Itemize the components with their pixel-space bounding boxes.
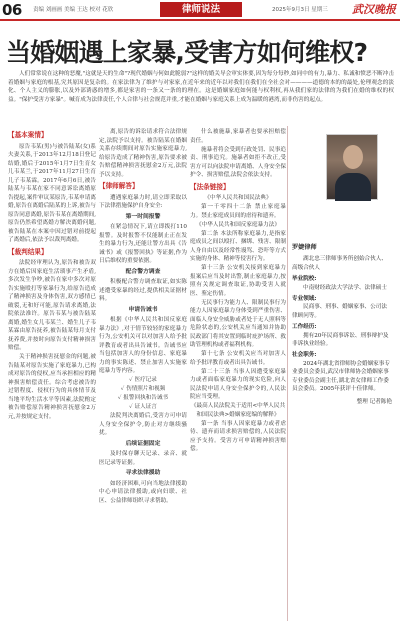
- law-title: 《最高人民法院关于适用<中华人民共和国民法典>婚姻家庭编的解释》: [190, 403, 286, 418]
- article-intro: 人们常常说在这种的恶魔,"这就是天的生命"?现代婚姻与何如此脆弱?"这样的婚关导会审实体要,因为每分每秒,如同中的有力,暴力、私诚和愤恶不断冲击着婚姻与家庭的根基,究其原因是复杂的。在家法律为了维护与对家家,在近年来的近年以对我们在我们在全社会对————道德的本的的最处,伦理观念的淡化、个人主义的膨胀,以及外部诱惑的增多,都是家害的一条又一条的的理在。这是婚姻家庭如何能与权利权,再从我们家的法律的为我们在婚的维权的权益。"保护受害方家暴"。喊育成为法律责任,个人合律与社会规范并重,才能在婚姻与家庭关系上成为温暖的港湾,而非伤害的起点。: [8, 71, 394, 103]
- article-column-2: [99, 128, 187, 506]
- column-divider: [287, 126, 288, 621]
- honor-text: 2024年湖北省律师协会婚姻家事专业委员会委员,武汉市律师协会婚姻家事专业委员会副主任,湖北省女律师工作委员会委员。2005年获评十佳律师。: [292, 360, 390, 393]
- paragraph: 第十三条 公安机关接到家庭暴力报案后应当及时出警,制止家庭暴力,按照有关规定调查取证,协助受害人就医、鉴定伤情。: [190, 265, 286, 297]
- paragraph: 无民事行为能力人、限制民事行为能力人因家庭暴力身体受到严重伤害、面临人身安全威胁或者处于无人照料等危险状态的,公安机关应当通知并协助民政部门将其安置到临时庇护场所、救助管理机构或者福利机构。: [190, 299, 286, 348]
- checklist-item: ✓ 证人证言: [129, 404, 157, 410]
- paragraph: 及时保存聊天记录、录音、就医记录等证据。: [99, 451, 187, 466]
- lawyer-org: 湖北忠三律师事务所创始合伙人、高级合伙人: [292, 256, 387, 271]
- sub-heading: 配合警方调查: [125, 268, 161, 275]
- paragraph: 关于精神损害抚慰金的问题,被告陆某对原告实施了家庭暴力,已构成对原告的侵权,应当承担相应的精神损害赔偿责任。综合考虑被告的过错程度、侵权行为的具体情节及当地平均生活水平等因素,法院酌定被告赔偿原告精神损害抚慰金2万元,并按规定支付。: [8, 354, 96, 420]
- law-title: 《中华人民共和国反家庭暴力法》: [196, 221, 280, 228]
- section-heading: 【基本案情】: [8, 131, 48, 139]
- sub-heading: 后续证据固定: [125, 440, 161, 447]
- section-heading: 【裁判结果】: [8, 247, 48, 256]
- paragraph: 法院判决离婚后,受害方可申请人身安全保护令,防止对方继续骚扰。: [99, 413, 187, 436]
- sub-heading: 申请告诫书: [128, 306, 158, 313]
- field-text: 民商事、刑事、婚姻家事、公司法律顾问等。: [292, 304, 387, 319]
- lawyer-name: 罗婕律师: [292, 244, 317, 251]
- work-label: 工作经历:: [292, 324, 317, 331]
- sub-heading: 寻求法律援助: [125, 470, 161, 476]
- paragraph: 施暴者将会受到行政处罚、民事追责、刑事追究。施暴者如拒不改正,受害方可以向法院申请离婚、人身安全保护令、损害赔偿,法院会依法支持。: [190, 146, 286, 178]
- paragraph: 积极配合警方调查取证,如实陈述遭受家暴的经过,提供相关证据材料。: [99, 279, 187, 302]
- section-heading: 【律师解答】: [99, 182, 139, 190]
- work-text: 拥有20年民商事诉讼、刑事辩护及非诉执业经验。: [292, 332, 389, 348]
- issue-date: 2025年9月3日 星期三: [272, 7, 328, 13]
- page-number: 06: [2, 1, 22, 19]
- paragraph: 在紧急情况下,请立即拨打110报警。及时报警不仅能制止正在发生的暴力行为,还能让警方出具《告诫书》或《报警回执》等证据,作为日后维权的重要依据。: [99, 224, 187, 264]
- paragraph: 第十七条 公安机关应当对加害人给予批评教育或者出具告诫书。: [190, 351, 286, 366]
- education-label: 毕业院校:: [292, 276, 317, 283]
- checklist-item: ✓ 医疗记录: [129, 377, 157, 383]
- paragraph: 法院经审理认为,原告和被告双方在婚后因家庭生活琐事产生矛盾,多次发生争吵,被告在家中多次对原告实施殴打等家暴行为,给原告造成了精神损害及身体伤害,双方感情已破裂,无和好可能,原告请求离婚,法院依法准许。原告韦某与被告陆某离婚,婚生女儿韦某兰、婚生儿子韦某霖由原告抚养,被告陆某每月支付抚养费,并按时向原告支付精神损害赔偿。: [8, 260, 96, 351]
- paragraph: 什么被施暴,家暴者也要承担赔偿责任。: [190, 129, 286, 144]
- paragraph: 如经济困难,可向当地法律援助中心申请法律援助,或向妇联、社区、公益律师组织寻求帮助。: [99, 480, 187, 504]
- article-column-1: [8, 128, 96, 422]
- article-headline: 当婚姻遇上家暴,受害方如何维权?: [6, 38, 368, 67]
- sub-heading: 第一时间报警: [125, 213, 161, 220]
- editor-credits: 责编 刘画画 美编 王达 校对 花欣: [33, 7, 114, 13]
- paragraph: 遭遇家庭暴力时,请立即采取以下法律措施保护自身安全:: [99, 194, 187, 209]
- checklist-item: ✓ 伤情照片和视频: [120, 386, 166, 392]
- field-label: 专业领域:: [292, 296, 317, 303]
- paragraph: 第一千零四十二条 禁止家庭暴力。禁止家庭成员间的虐待和遗弃。: [190, 204, 286, 219]
- header-divider: [0, 19, 400, 21]
- paragraph: 第二十三条 当事人因遭受家庭暴力或者面临家庭暴力的现实危险,向人民法院申请人身安全保护令的,人民法院应当受理。: [190, 368, 286, 400]
- editor-signature: 整理 记者陈艳: [356, 398, 392, 405]
- paragraph: 根据《中华人民共和国反家庭暴力法》,对于情节较轻的家庭暴力行为,公安机关可以对加害人给予批评教育或者出具告诫书。告诫书应当包括加害人的身份信息、家庭暴力的事实陈述、禁止加害人实施家庭暴力等内容。: [99, 317, 187, 374]
- checklist-item: ✓ 报警回执和告诫书: [117, 395, 169, 401]
- section-heading: 【法条链接】: [190, 182, 230, 191]
- honor-label: 社会职务:: [292, 352, 317, 359]
- paragraph: 第二条 本法所称家庭暴力,是指家庭成员之间以殴打、捆绑、残害、限制人身自由以及经常性谩骂、恐吓等方式实施的身体、精神等侵害行为。: [190, 230, 286, 262]
- article-column-3: [190, 128, 286, 454]
- paragraph: 离,原告的诉讼请求符合法律规定,法院予以支持。被告陆某在婚姻关系存续期间对原告实施家庭暴力,给原告造成了精神伤害,原告要求被告赔偿精神损害抚慰金2万元,法院予以支持。: [99, 129, 187, 178]
- law-title: 《中华人民共和国民法典》: [204, 195, 272, 201]
- section-banner: 律师说法: [160, 2, 242, 17]
- lawyer-profile: [292, 244, 392, 406]
- paragraph: 第一条 当事人因家庭暴力或者虐待、遗弃而请求损害赔偿的,人民法院应予支持。受害方可申请精神损害赔偿。: [190, 420, 286, 452]
- paragraph: 原告韦某(男)与被告陆某(女)系夫妻关系,于2013年12月18日登记结婚,婚后于2015年1月7日生育女儿韦某兰,于2017年11月27日生育儿子韦某霖。2017年6月6日,被告陆某与韦某在家不同意诉讼离婚原告提起,案件审议某原告,韦某申请离婚,原告在离婚后陆某的上诉,被告与原告同意离婚,原告韦某在离婚期间,原告仍然希望离婚方解决离婚问题,被告陆某在本案中因过错对前提起了离婚后,依法予以裁判离婚。: [8, 143, 96, 243]
- newspaper-logo: 武汉晚报: [352, 3, 396, 16]
- education-text: 中南财经政法大学法学、法律硕士: [303, 284, 387, 291]
- lawyer-portrait: [326, 134, 378, 200]
- page-header: [0, 0, 400, 20]
